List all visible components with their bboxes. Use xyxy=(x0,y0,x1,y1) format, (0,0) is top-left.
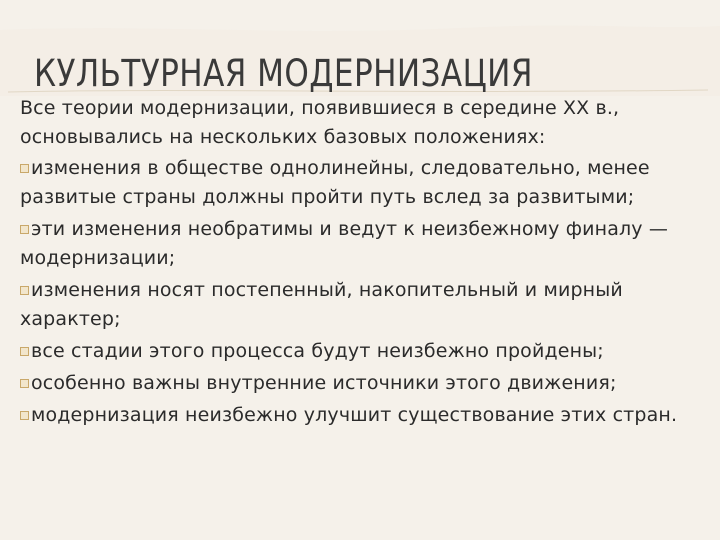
intro-text: Все теории модернизации, появившиеся в середине XX в., основывались на нескольких базовых положениях: xyxy=(20,97,620,148)
list-item-text: модернизация неизбежно улучшит существование этих стран. xyxy=(31,404,678,426)
bullet-marker-icon xyxy=(20,347,29,356)
list-item-text: особенно важны внутренние источники этого движения; xyxy=(31,372,617,394)
bullet-marker-icon xyxy=(20,164,29,173)
slide-body xyxy=(20,94,700,433)
list-item-text: эти изменения необратимы и ведут к неизбежному финалу — модернизации; xyxy=(20,218,669,269)
slide-title: КУЛЬТУРНАЯ МОДЕРНИЗАЦИЯ xyxy=(34,52,533,95)
bullet-marker-icon xyxy=(20,286,29,295)
list-item-text: изменения в обществе однолинейны, следовательно, менее развитые страны должны пройти путь вслед за развитыми; xyxy=(20,157,650,208)
bullet-marker-icon xyxy=(20,411,29,420)
list-item-text: изменения носят постепенный, накопительный и мирный характер; xyxy=(20,279,623,330)
bullet-list xyxy=(20,154,700,430)
list-item xyxy=(20,369,700,398)
bullet-marker-icon xyxy=(20,379,29,388)
list-item xyxy=(20,276,700,334)
list-item xyxy=(20,215,700,273)
list-item xyxy=(20,337,700,366)
bullet-marker-icon xyxy=(20,225,29,234)
list-item-text: все стадии этого процесса будут неизбежно пройдены; xyxy=(31,340,604,362)
list-item xyxy=(20,401,700,430)
list-item xyxy=(20,154,700,212)
